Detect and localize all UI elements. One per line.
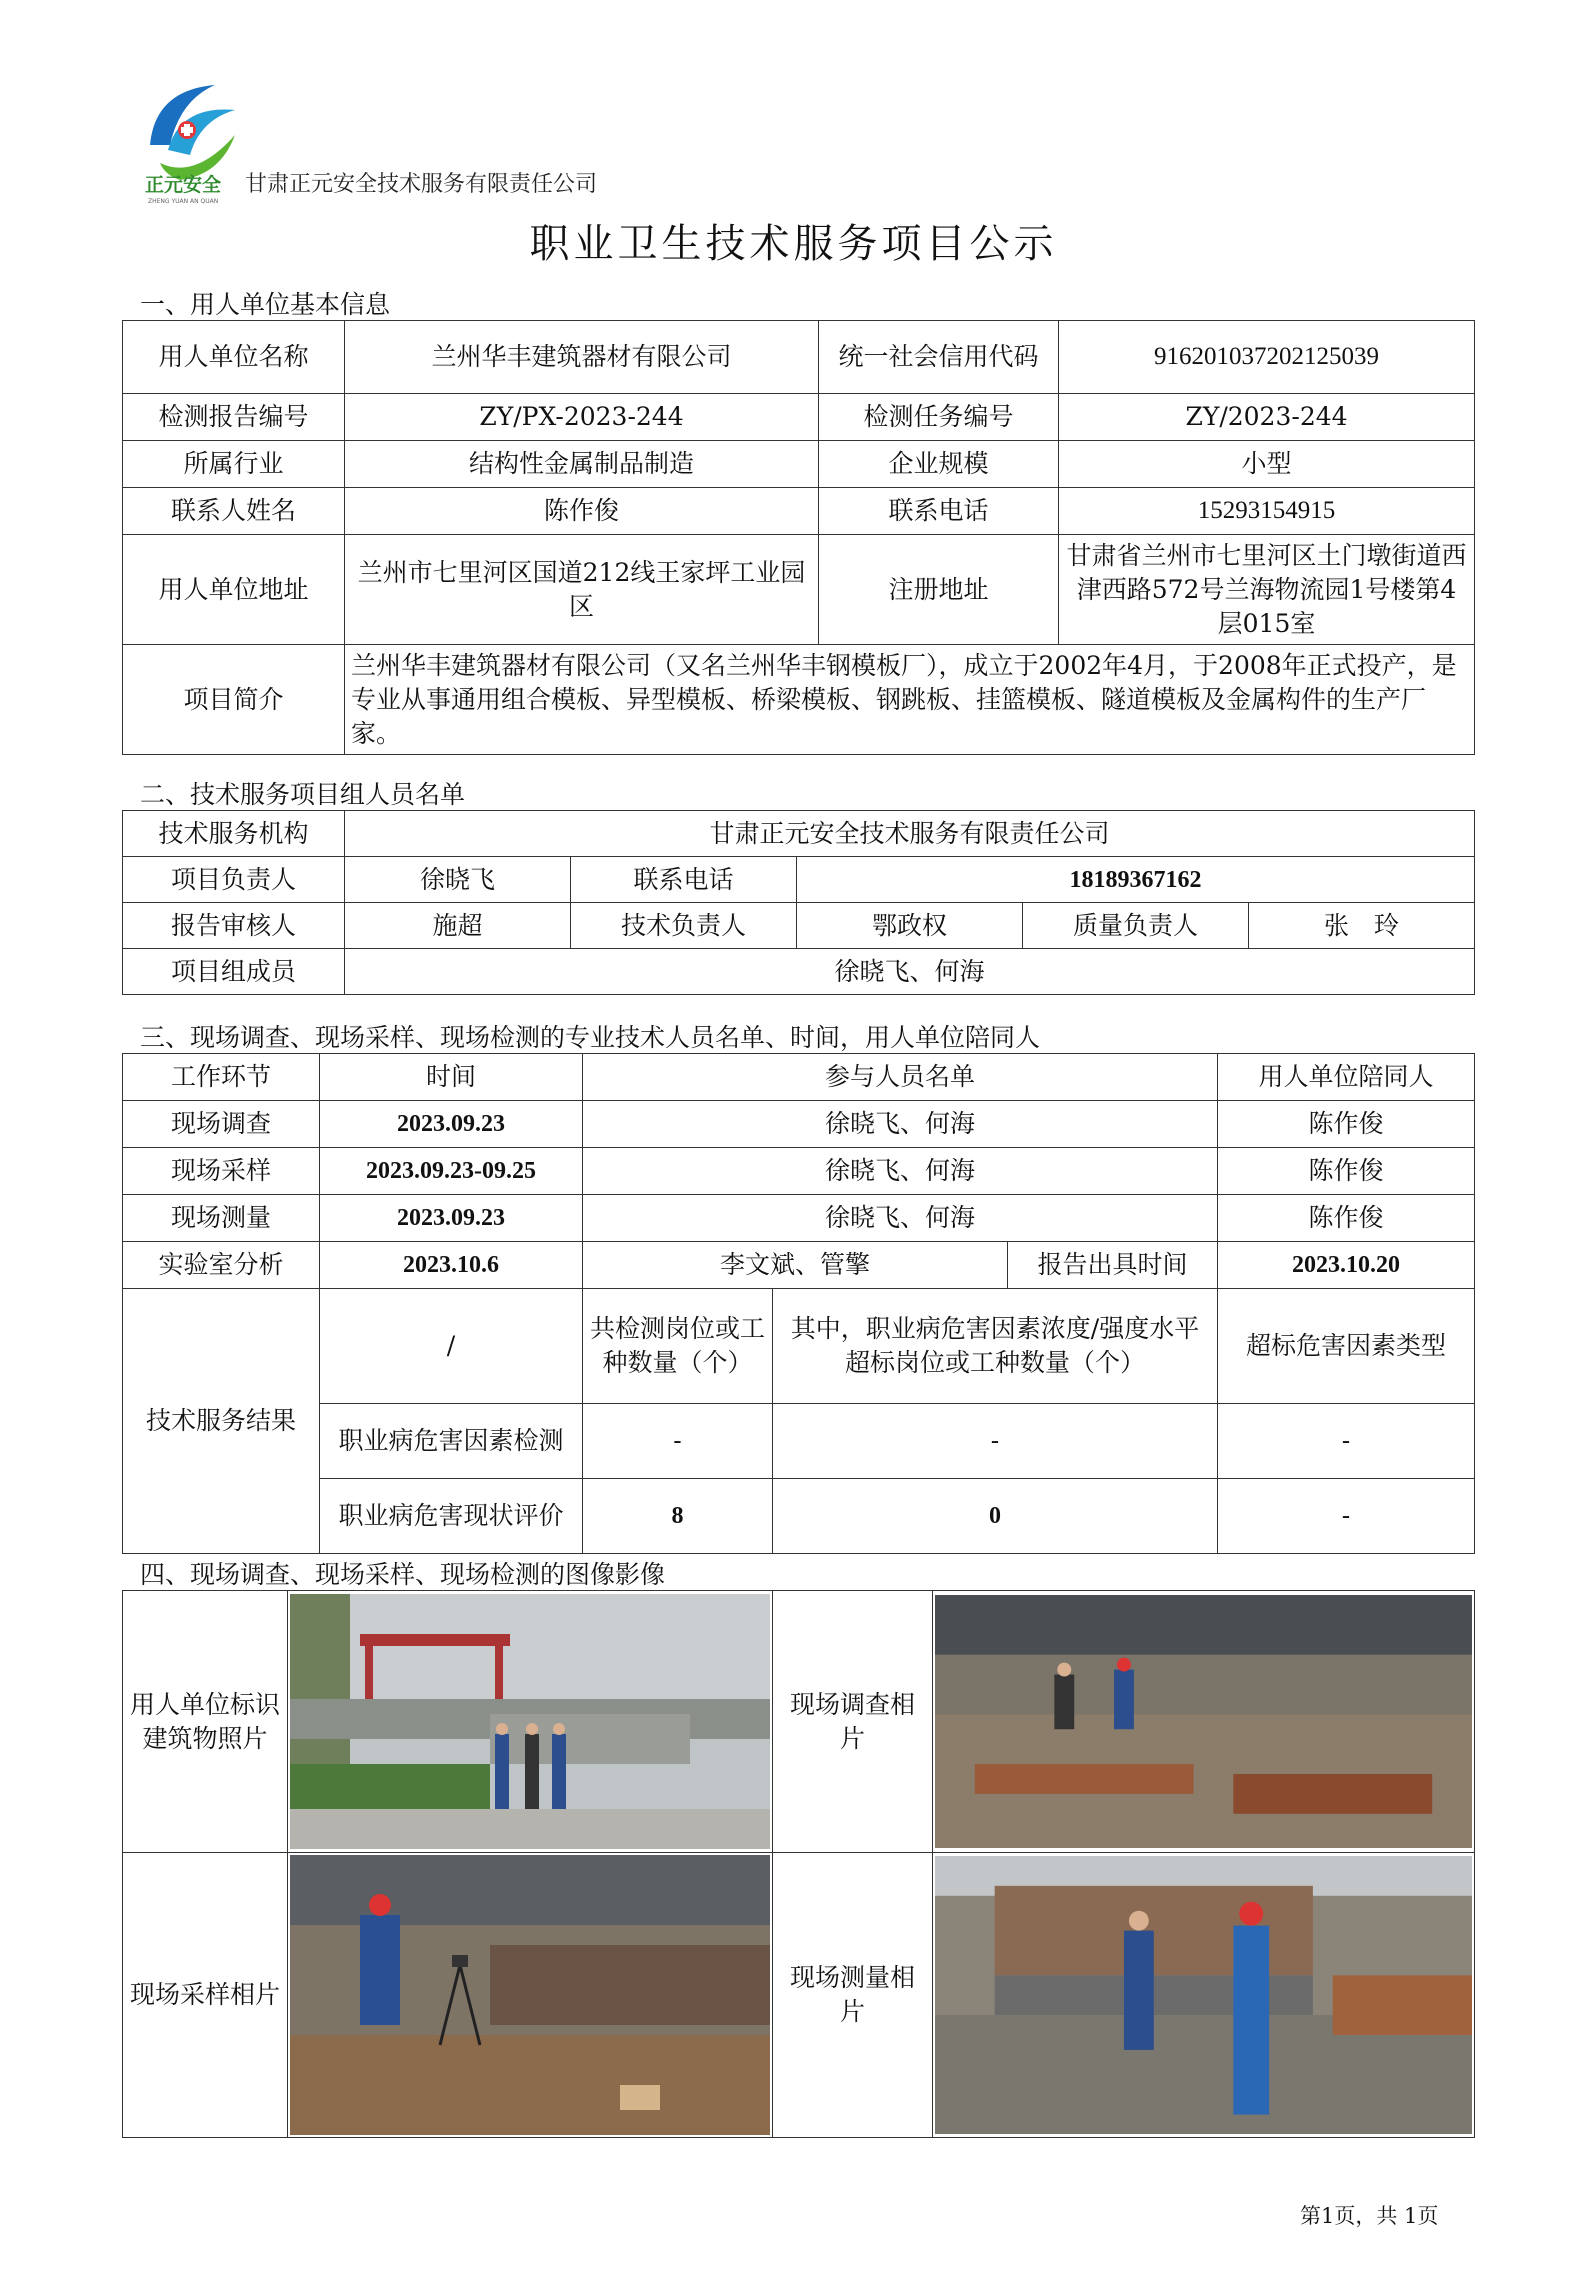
time-cell: 2023.10.20 — [1218, 1242, 1475, 1289]
label-cell: 项目负责人 — [123, 857, 345, 903]
value-cell: 兰州市七里河区国道212线王家坪工业园区 — [345, 535, 819, 645]
label-cell: 注册地址 — [819, 535, 1059, 645]
value-cell: 15293154915 — [1059, 488, 1475, 535]
value-cell: 小型 — [1059, 441, 1475, 488]
header-cell: 时间 — [320, 1054, 583, 1101]
label-cell: 项目组成员 — [123, 949, 345, 995]
people-cell: 徐晓飞、何海 — [583, 1101, 1218, 1148]
header-cell: / — [320, 1289, 583, 1404]
result-over: 0 — [773, 1479, 1218, 1554]
header-cell: 超标危害因素类型 — [1218, 1289, 1475, 1404]
value-cell: 陈作俊 — [345, 488, 819, 535]
stage-cell: 现场调查 — [123, 1101, 320, 1148]
time-cell: 2023.09.23-09.25 — [320, 1148, 583, 1195]
sampling-photo — [290, 1855, 770, 2135]
table-row — [123, 1289, 1475, 1404]
table-row — [123, 857, 1475, 903]
companion-cell: 陈作俊 — [1218, 1148, 1475, 1195]
page-footer: 第1页，共 1页 — [1300, 2204, 1439, 2228]
photo-label: 用人单位标识建筑物照片 — [123, 1591, 288, 1853]
table-row — [123, 1853, 1475, 2138]
value-cell: 鄂政权 — [797, 903, 1023, 949]
time-cell: 2023.09.23 — [320, 1195, 583, 1242]
table-row — [123, 1148, 1475, 1195]
survey-photo — [935, 1595, 1472, 1849]
section2-heading: 二、技术服务项目组人员名单 — [140, 780, 466, 809]
logo-text: 正元安全 — [145, 174, 222, 196]
result-label: 技术服务结果 — [123, 1289, 320, 1554]
people-cell: 李文斌、管擎 — [583, 1242, 1008, 1289]
table-row — [123, 949, 1475, 995]
photo-table — [122, 1590, 1475, 2138]
label-cell: 联系电话 — [819, 488, 1059, 535]
project-intro: 兰州华丰建筑器材有限公司（又名兰州华丰钢模板厂），成立于2002年4月，于2008年正式投产，是专业从事通用组合模板、异型模板、桥梁模板、钢跳板、挂篮模板、隧道模板及金属构件的生产厂家。 — [345, 645, 1475, 755]
value-cell: 施超 — [345, 903, 571, 949]
table-row — [123, 903, 1475, 949]
table-row — [123, 645, 1475, 755]
result-count: 8 — [583, 1479, 773, 1554]
photo-label: 现场采样相片 — [123, 1853, 288, 2138]
label-cell: 检测报告编号 — [123, 394, 345, 441]
value-cell: 徐晓飞 — [345, 857, 571, 903]
header-cell: 其中，职业病危害因素浓度/强度水平超标岗位或工种数量（个） — [773, 1289, 1218, 1404]
stage-cell: 现场测量 — [123, 1195, 320, 1242]
photo-cell — [288, 1591, 773, 1853]
section3-heading: 三、现场调查、现场采样、现场检测的专业技术人员名单、时间，用人单位陪同人 — [140, 1023, 1041, 1052]
table-row — [123, 488, 1475, 535]
photo-cell — [933, 1591, 1475, 1853]
value-cell: 兰州华丰建筑器材有限公司 — [345, 321, 819, 394]
table-row — [123, 811, 1475, 857]
page-title: 职业卫生技术服务项目公示 — [529, 221, 1058, 267]
people-cell: 徐晓飞、何海 — [583, 1148, 1218, 1195]
label-cell: 技术服务机构 — [123, 811, 345, 857]
photo-label: 现场调查相片 — [773, 1591, 933, 1853]
label-cell: 检测任务编号 — [819, 394, 1059, 441]
building-photo — [290, 1594, 770, 1849]
header-cell: 共检测岗位或工种数量（个） — [583, 1289, 773, 1404]
header-cell: 工作环节 — [123, 1054, 320, 1101]
table-row — [123, 1054, 1475, 1101]
value-cell: 甘肃正元安全技术服务有限责任公司 — [345, 811, 1475, 857]
value-cell: 18189367162 — [797, 857, 1475, 903]
team-table — [122, 810, 1475, 995]
stage-cell: 实验室分析 — [123, 1242, 320, 1289]
table-row — [123, 1101, 1475, 1148]
value-cell: 张 玲 — [1249, 903, 1475, 949]
company-name: 甘肃正元安全技术服务有限责任公司 — [245, 172, 598, 197]
header-cell: 参与人员名单 — [583, 1054, 1218, 1101]
result-count: - — [583, 1404, 773, 1479]
time-cell: 2023.09.23 — [320, 1101, 583, 1148]
photo-cell — [933, 1853, 1475, 2138]
label-cell: 联系人姓名 — [123, 488, 345, 535]
value-cell: 916201037202125039 — [1059, 321, 1475, 394]
company-logo — [140, 75, 250, 205]
photo-cell — [288, 1853, 773, 2138]
section1-heading: 一、用人单位基本信息 — [140, 290, 391, 319]
table-row — [123, 1591, 1475, 1853]
work-table — [122, 1053, 1475, 1554]
label-cell: 企业规模 — [819, 441, 1059, 488]
value-cell: 甘肃省兰州市七里河区土门墩街道西津西路572号兰海物流园1号楼第4层015室 — [1059, 535, 1475, 645]
value-cell: ZY/2023-244 — [1059, 394, 1475, 441]
label-cell: 联系电话 — [571, 857, 797, 903]
label-cell: 报告出具时间 — [1008, 1242, 1218, 1289]
value-cell: ZY/PX-2023-244 — [345, 394, 819, 441]
table-row — [123, 441, 1475, 488]
label-cell: 报告审核人 — [123, 903, 345, 949]
result-type: - — [1218, 1404, 1475, 1479]
logo-subtext: ZHENG YUAN AN QUAN — [148, 198, 219, 205]
table-row — [123, 394, 1475, 441]
result-over: - — [773, 1404, 1218, 1479]
table-row — [123, 1242, 1475, 1289]
basic-info-table — [122, 320, 1475, 755]
label-cell: 用人单位地址 — [123, 535, 345, 645]
photo-label: 现场测量相片 — [773, 1853, 933, 2138]
table-row — [123, 1404, 1475, 1479]
label-cell: 项目简介 — [123, 645, 345, 755]
table-row — [123, 535, 1475, 645]
companion-cell: 陈作俊 — [1218, 1101, 1475, 1148]
header-cell: 用人单位陪同人 — [1218, 1054, 1475, 1101]
label-cell: 技术负责人 — [571, 903, 797, 949]
section4-heading: 四、现场调查、现场采样、现场检测的图像影像 — [140, 1560, 666, 1589]
label-cell: 质量负责人 — [1023, 903, 1249, 949]
time-cell: 2023.10.6 — [320, 1242, 583, 1289]
label-cell: 用人单位名称 — [123, 321, 345, 394]
result-name: 职业病危害现状评价 — [320, 1479, 583, 1554]
table-row — [123, 1195, 1475, 1242]
value-cell: 结构性金属制品制造 — [345, 441, 819, 488]
stage-cell: 现场采样 — [123, 1148, 320, 1195]
companion-cell: 陈作俊 — [1218, 1195, 1475, 1242]
people-cell: 徐晓飞、何海 — [583, 1195, 1218, 1242]
table-row — [123, 1479, 1475, 1554]
value-cell: 徐晓飞、何海 — [345, 949, 1475, 995]
label-cell: 所属行业 — [123, 441, 345, 488]
result-name: 职业病危害因素检测 — [320, 1404, 583, 1479]
measurement-photo — [935, 1856, 1472, 2134]
result-type: - — [1218, 1479, 1475, 1554]
label-cell: 统一社会信用代码 — [819, 321, 1059, 394]
table-row — [123, 321, 1475, 394]
